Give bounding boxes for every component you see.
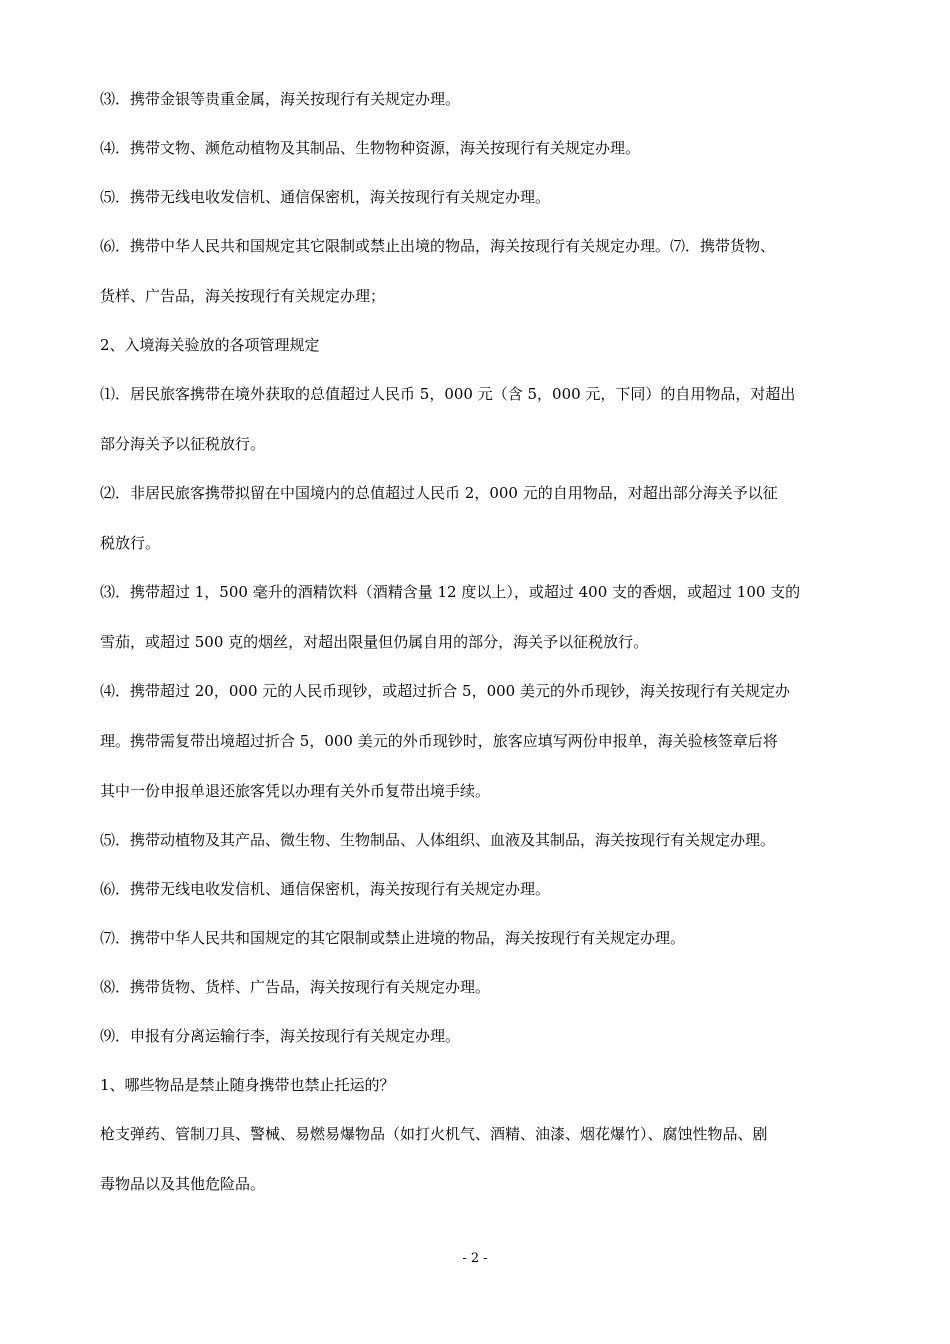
- paragraph-line: 税放行。: [100, 534, 161, 552]
- paragraph-line: ⑼．申报有分离运输行李，海关按现行有关规定办理。: [100, 1027, 461, 1045]
- paragraph: [100, 666, 852, 816]
- paragraph: [100, 135, 852, 161]
- paragraph-line: ⑹．携带中华人民共和国规定其它限制或禁止出境的物品，海关按现行有关规定办理。⑺．携带货物、: [100, 237, 776, 255]
- paragraph-line: ⑵．非居民旅客携带拟留在中国境内的总值超过人民币 2，000 元的自用物品，对超出部分海关予以征: [100, 484, 778, 502]
- paragraph-line: 部分海关予以征税放行。: [100, 435, 266, 453]
- paragraph: [100, 332, 852, 358]
- paragraph-line: ⑶．携带金银等贵重金属，海关按现行有关规定办理。: [100, 90, 461, 108]
- paragraph: [100, 1109, 852, 1209]
- paragraph-line: ⑷．携带超过 20，000 元的人民币现钞，或超过折合 5，000 美元的外币现钞，海关按现行有关规定办: [100, 682, 790, 700]
- paragraph-line: 枪支弹药、管制刀具、警械、易燃易爆物品（如打火机气、酒精、油漆、烟花爆竹）、腐蚀性物品、剧: [100, 1125, 768, 1143]
- paragraph-line: ⑺．携带中华人民共和国规定的其它限制或禁止进境的物品，海关按现行有关规定办理。: [100, 929, 686, 947]
- paragraph: [100, 827, 852, 853]
- paragraph-line: ⑸．携带无线电收发信机、通信保密机，海关按现行有关规定办理。: [100, 188, 551, 206]
- paragraph-line: 毒物品以及其他危险品。: [100, 1175, 266, 1193]
- paragraph: [100, 876, 852, 902]
- paragraph-line: ⑻．携带货物、货样、广告品，海关按现行有关规定办理。: [100, 978, 491, 996]
- paragraph-line: 货样、广告品，海关按现行有关规定办理；: [100, 287, 386, 305]
- paragraph: [100, 925, 852, 951]
- paragraph: [100, 1072, 852, 1098]
- paragraph-line: ⑶．携带超过 1，500 毫升的酒精饮料（酒精含量 12 度以上），或超过 400 支的香烟，或超过 100 支的: [100, 583, 801, 601]
- paragraph-line: 理。携带需复带出境超过折合 5，000 美元的外币现钞时，旅客应填写两份申报单，海关验核签章后将: [100, 732, 778, 750]
- paragraph-line: 2、入境海关验放的各项管理规定: [100, 336, 320, 354]
- paragraph: [100, 369, 852, 469]
- paragraph: [100, 1023, 852, 1049]
- paragraph: [100, 468, 852, 568]
- paragraph-line: 其中一份申报单退还旅客凭以办理有关外币复带出境手续。: [100, 782, 491, 800]
- paragraph: [100, 567, 852, 667]
- paragraph: [100, 221, 852, 321]
- document-body: [100, 86, 852, 1220]
- paragraph: [100, 86, 852, 112]
- paragraph-line: ⑹．携带无线电收发信机、通信保密机，海关按现行有关规定办理。: [100, 880, 551, 898]
- paragraph-line: ⑸．携带动植物及其产品、微生物、生物制品、人体组织、血液及其制品，海关按现行有关规定办理。: [100, 831, 776, 849]
- paragraph-line: 雪茄，或超过 500 克的烟丝，对超出限量但仍属自用的部分，海关予以征税放行。: [100, 633, 649, 651]
- paragraph-line: ⑴．居民旅客携带在境外获取的总值超过人民币 5，000 元（含 5，000 元，下同）的自用物品，对超出: [100, 385, 796, 403]
- paragraph: [100, 974, 852, 1000]
- paragraph-line: 1、哪些物品是禁止随身携带也禁止托运的？: [100, 1076, 395, 1094]
- paragraph: [100, 184, 852, 210]
- paragraph-line: ⑷．携带文物、濒危动植物及其制品、生物物种资源，海关按现行有关规定办理。: [100, 139, 641, 157]
- page-number: - 2 -: [462, 1251, 488, 1266]
